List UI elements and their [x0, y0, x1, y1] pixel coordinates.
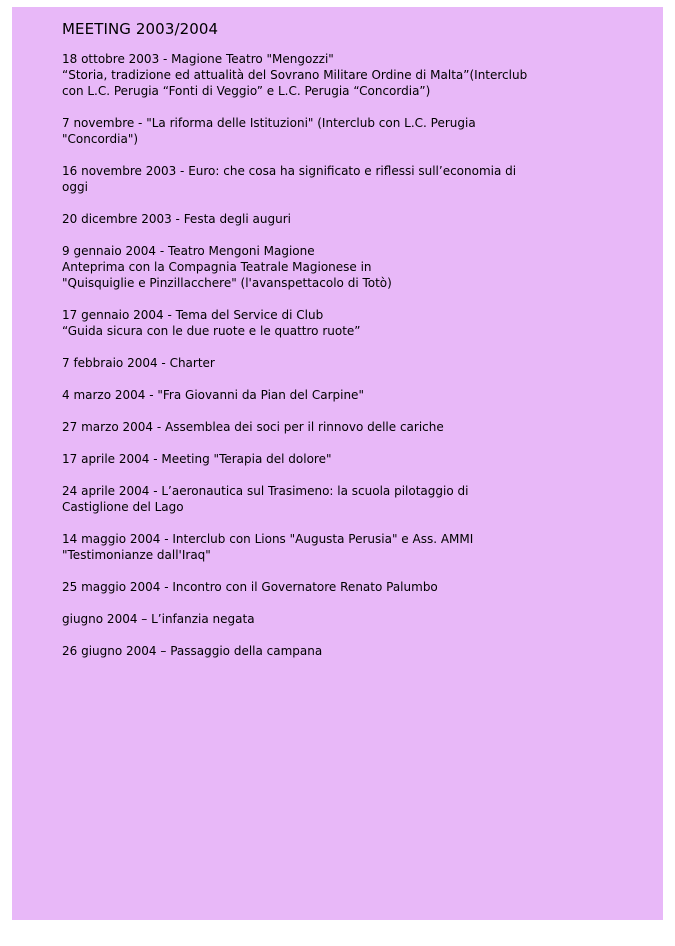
meeting-list-content [62, 19, 602, 675]
entry-line: 20 dicembre 2003 - Festa degli auguri [62, 212, 291, 226]
entry-line: 16 novembre 2003 - Euro: che cosa ha significato e riflessi sull’economia di [62, 164, 517, 178]
meeting-entry [62, 643, 602, 659]
entry-line: 25 maggio 2004 - Incontro con il Governatore Renato Palumbo [62, 580, 438, 594]
meeting-entry [62, 355, 602, 371]
meeting-entry [62, 483, 602, 515]
meeting-entry [62, 51, 602, 99]
entry-line: 14 maggio 2004 - Interclub con Lions "Augusta Perusia" e Ass. AMMI [62, 532, 474, 546]
meeting-entry [62, 387, 602, 403]
entry-line: con L.C. Perugia “Fonti di Veggio” e L.C. Perugia “Concordia”) [62, 84, 431, 98]
entry-line: 24 aprile 2004 - L’aeronautica sul Trasimeno: la scuola pilotaggio di [62, 484, 469, 498]
entry-line: 17 aprile 2004 - Meeting "Terapia del dolore" [62, 452, 332, 466]
entry-line: "Testimonianze dall'Iraq" [62, 548, 211, 562]
meeting-entry [62, 419, 602, 435]
entry-line: 26 giugno 2004 – Passaggio della campana [62, 644, 323, 658]
content-panel [12, 7, 663, 920]
meeting-entry [62, 163, 602, 195]
entry-line: Castiglione del Lago [62, 500, 184, 514]
meeting-entry [62, 531, 602, 563]
entry-line: 7 novembre - "La riforma delle Istituzioni" (Interclub con L.C. Perugia [62, 116, 476, 130]
entry-line: "Quisquiglie e Pinzillacchere" (l'avanspettacolo di Totò) [62, 276, 392, 290]
entry-line: Anteprima con la Compagnia Teatrale Magionese in [62, 260, 372, 274]
entry-line: 9 gennaio 2004 - Teatro Mengoni Magione [62, 244, 315, 258]
page-title: MEETING 2003/2004 [62, 20, 219, 38]
entry-line: “Storia, tradizione ed attualità del Sovrano Militare Ordine di Malta”(Interclub [62, 68, 528, 82]
entry-line: giugno 2004 – L’infanzia negata [62, 612, 255, 626]
entry-line: oggi [62, 180, 88, 194]
entry-line: 7 febbraio 2004 - Charter [62, 356, 215, 370]
meeting-entry [62, 243, 602, 291]
meeting-entry [62, 451, 602, 467]
entry-line: 27 marzo 2004 - Assemblea dei soci per il rinnovo delle cariche [62, 420, 444, 434]
meeting-entry [62, 211, 602, 227]
entry-line: “Guida sicura con le due ruote e le quattro ruote” [62, 324, 361, 338]
meeting-entry [62, 307, 602, 339]
entry-line: "Concordia") [62, 132, 139, 146]
entry-line: 18 ottobre 2003 - Magione Teatro "Mengozzi" [62, 52, 334, 66]
meeting-entry [62, 115, 602, 147]
meeting-entry [62, 579, 602, 595]
meeting-entry [62, 611, 602, 627]
entry-line: 17 gennaio 2004 - Tema del Service di Club [62, 308, 324, 322]
entry-line: 4 marzo 2004 - "Fra Giovanni da Pian del Carpine" [62, 388, 364, 402]
